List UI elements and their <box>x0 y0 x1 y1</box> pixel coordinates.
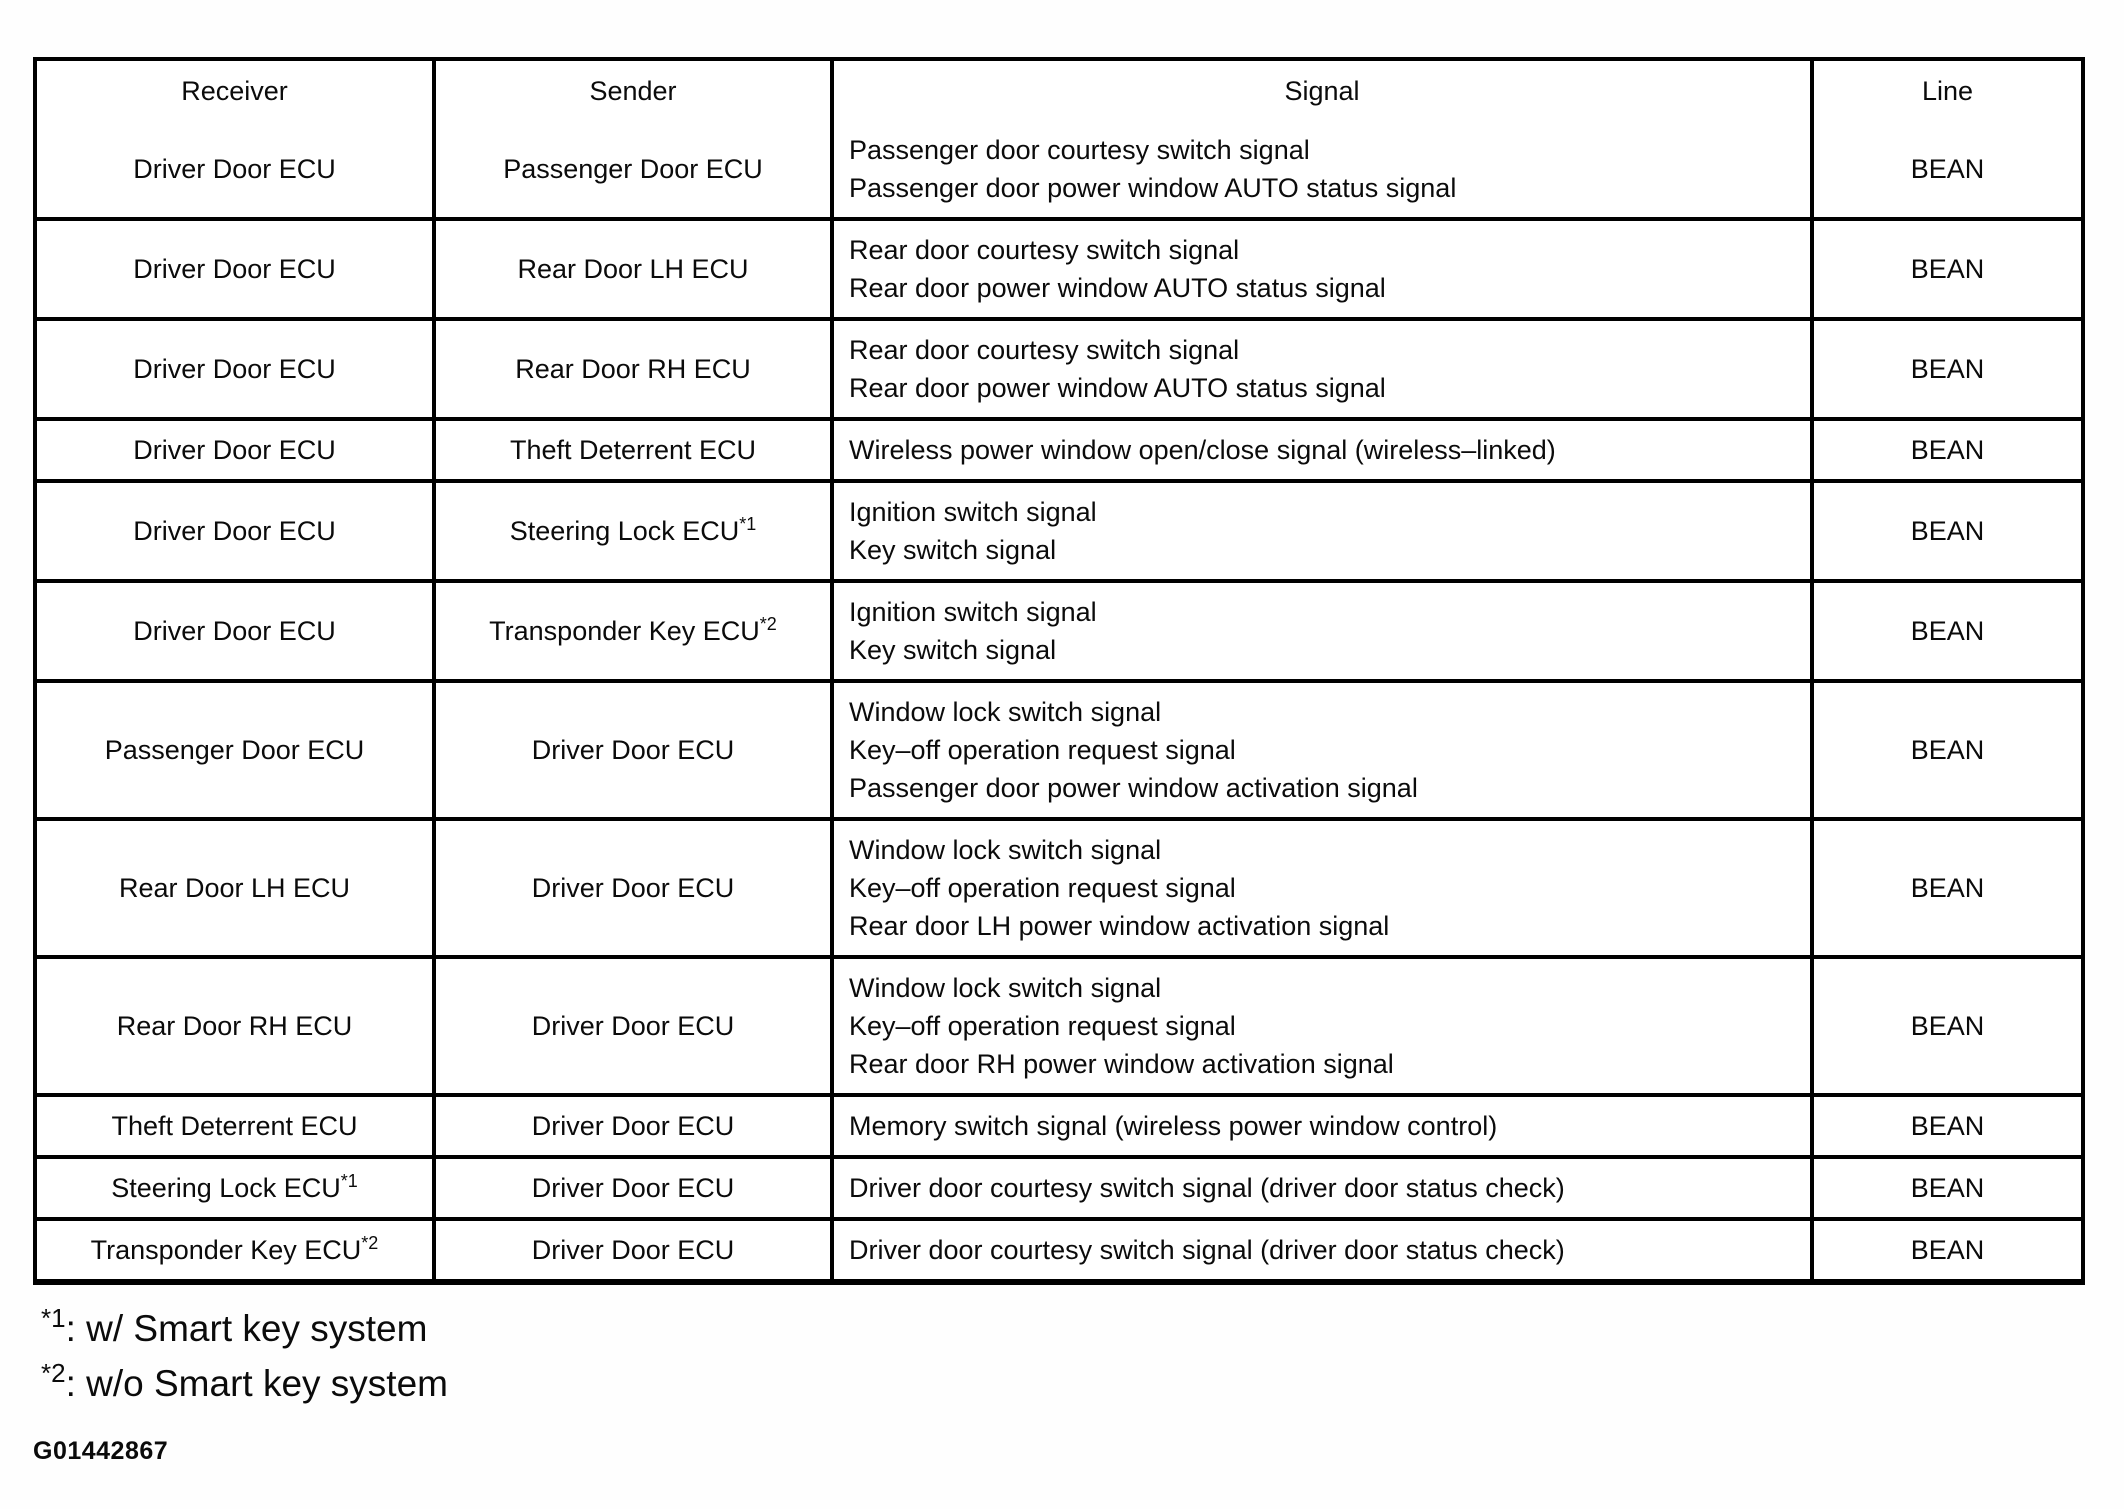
table-row <box>37 955 2081 1093</box>
table-row <box>37 479 2081 579</box>
footnote-text: : w/o Smart key system <box>65 1363 448 1404</box>
sender-cell <box>432 1097 830 1155</box>
receiver-cell <box>37 583 432 679</box>
signal-line: Key–off operation request signal <box>849 873 1236 903</box>
sender-text: Driver Door ECU <box>531 1011 735 1041</box>
sender-cell <box>432 421 830 479</box>
line-cell: BEAN <box>1810 583 2081 679</box>
receiver-text: Driver Door ECU <box>133 516 336 546</box>
receiver-cell <box>37 683 432 817</box>
signal-line: Rear door courtesy switch signal <box>849 235 1240 265</box>
line-cell: BEAN <box>1810 221 2081 317</box>
column-header-sender: Sender <box>432 61 830 121</box>
signal-line: Rear door courtesy switch signal <box>849 335 1240 365</box>
receiver-cell <box>37 421 432 479</box>
receiver-cell <box>37 1221 432 1279</box>
footnote-no-smart-key <box>41 1356 2088 1411</box>
sender-cell <box>432 821 830 955</box>
sender-text: Driver Door ECU <box>531 735 735 765</box>
sender-cell <box>432 221 830 317</box>
footnote-marker: *1 <box>41 1303 66 1333</box>
line-cell: BEAN <box>1810 959 2081 1093</box>
signal-line: Key switch signal <box>849 635 1057 665</box>
table-row <box>37 679 2081 817</box>
column-header-signal: Signal <box>830 61 1810 121</box>
sender-text: Driver Door ECU <box>531 1235 735 1265</box>
signal-line: Rear door LH power window activation signal <box>849 911 1390 941</box>
table-row <box>37 1217 2081 1279</box>
sender-text: Steering Lock ECU$^{*1}$ <box>509 514 757 546</box>
table-row <box>37 1093 2081 1155</box>
signal-line: Window lock switch signal <box>849 835 1162 865</box>
signal-cell <box>830 121 1810 217</box>
figure-id: G01442867 <box>33 1437 169 1465</box>
line-cell: BEAN <box>1810 1097 2081 1155</box>
signal-line: Rear door RH power window activation signal <box>849 1049 1394 1079</box>
sender-text: Rear Door LH ECU <box>517 254 749 284</box>
line-cell: BEAN <box>1810 683 2081 817</box>
receiver-cell <box>37 483 432 579</box>
sender-text: Driver Door ECU <box>531 1173 735 1203</box>
receiver-text: Passenger Door ECU <box>104 735 365 765</box>
receiver-text: Driver Door ECU <box>133 435 336 465</box>
sender-cell <box>432 1159 830 1217</box>
sender-cell <box>432 121 830 217</box>
sender-cell <box>432 583 830 679</box>
signal-cell <box>830 959 1810 1093</box>
receiver-text: Transponder Key ECU$^{*2}$ <box>90 1233 379 1265</box>
signal-line: Window lock switch signal <box>849 697 1162 727</box>
sender-cell <box>432 683 830 817</box>
sender-text: Passenger Door ECU <box>503 154 763 184</box>
signal-line: Passenger door courtesy switch signal <box>849 135 1310 165</box>
superscript-marker: *1 <box>739 514 757 534</box>
line-cell: BEAN <box>1810 483 2081 579</box>
ecu-signal-table <box>33 57 2085 1285</box>
receiver-cell <box>37 1097 432 1155</box>
line-cell: BEAN <box>1810 821 2081 955</box>
table-row <box>37 317 2081 417</box>
superscript-marker: *1 <box>340 1171 358 1191</box>
footnote-marker: *2 <box>41 1358 66 1388</box>
footnote-text: : w/ Smart key system <box>65 1308 428 1349</box>
table-row <box>37 417 2081 479</box>
receiver-text: Driver Door ECU <box>133 154 336 184</box>
signal-cell <box>830 483 1810 579</box>
signal-line: Key–off operation request signal <box>849 735 1236 765</box>
signal-line: Passenger door power window AUTO status signal <box>849 173 1457 203</box>
receiver-cell <box>37 121 432 217</box>
receiver-text: Driver Door ECU <box>133 354 336 384</box>
receiver-text: Rear Door LH ECU <box>118 873 351 903</box>
sender-text: Driver Door ECU <box>531 873 735 903</box>
sender-text: Theft Deterrent ECU <box>509 435 757 465</box>
sender-cell <box>432 321 830 417</box>
receiver-cell <box>37 321 432 417</box>
signal-cell <box>830 421 1810 479</box>
table-row <box>37 579 2081 679</box>
sender-cell <box>432 483 830 579</box>
sender-cell <box>432 959 830 1093</box>
signal-line: Wireless power window open/close signal (wireless–linked) <box>849 435 1556 465</box>
signal-cell <box>830 821 1810 955</box>
receiver-cell <box>37 1159 432 1217</box>
signal-cell <box>830 1221 1810 1279</box>
signal-line: Rear door power window AUTO status signal <box>849 273 1386 303</box>
line-cell: BEAN <box>1810 321 2081 417</box>
line-cell: BEAN <box>1810 1221 2081 1279</box>
signal-line: Key–off operation request signal <box>849 1011 1236 1041</box>
receiver-cell <box>37 959 432 1093</box>
signal-cell <box>830 683 1810 817</box>
sender-text: Driver Door ECU <box>531 1111 735 1141</box>
table-row <box>37 817 2081 955</box>
signal-cell <box>830 221 1810 317</box>
line-cell: BEAN <box>1810 1159 2081 1217</box>
signal-line: Rear door power window AUTO status signal <box>849 373 1386 403</box>
table-row <box>37 121 2081 217</box>
signal-line: Ignition switch signal <box>849 597 1097 627</box>
footnote-smart-key <box>41 1301 2088 1356</box>
signal-cell <box>830 321 1810 417</box>
signal-line: Passenger door power window activation signal <box>849 773 1418 803</box>
receiver-text: Rear Door RH ECU <box>116 1011 353 1041</box>
table-row <box>37 1155 2081 1217</box>
signal-cell <box>830 1097 1810 1155</box>
table-header-row <box>37 61 2081 121</box>
table-row <box>37 217 2081 317</box>
line-cell: BEAN <box>1810 121 2081 217</box>
receiver-text: Driver Door ECU <box>133 616 336 646</box>
sender-cell <box>432 1221 830 1279</box>
receiver-text: Driver Door ECU <box>133 254 336 284</box>
signal-cell <box>830 1159 1810 1217</box>
receiver-text: Theft Deterrent ECU <box>111 1111 358 1141</box>
column-header-line: Line <box>1810 61 2081 121</box>
signal-line: Driver door courtesy switch signal (driver door status check) <box>849 1173 1565 1203</box>
signal-cell <box>830 583 1810 679</box>
superscript-marker: *2 <box>759 614 777 634</box>
signal-line: Key switch signal <box>849 535 1057 565</box>
footnotes <box>41 1301 2088 1411</box>
signal-line: Ignition switch signal <box>849 497 1097 527</box>
superscript-marker: *2 <box>361 1233 379 1253</box>
line-cell: BEAN <box>1810 421 2081 479</box>
signal-line: Driver door courtesy switch signal (driver door status check) <box>849 1235 1565 1265</box>
signal-line: Memory switch signal (wireless power window control) <box>849 1111 1498 1141</box>
sender-text: Rear Door RH ECU <box>515 354 751 384</box>
column-header-receiver: Receiver <box>181 76 288 106</box>
signal-line: Window lock switch signal <box>849 973 1162 1003</box>
receiver-text: Steering Lock ECU$^{*1}$ <box>111 1171 358 1203</box>
table-body <box>37 121 2081 1279</box>
receiver-cell <box>37 821 432 955</box>
sender-text: Transponder Key ECU$^{*2}$ <box>489 614 777 646</box>
receiver-cell <box>37 221 432 317</box>
